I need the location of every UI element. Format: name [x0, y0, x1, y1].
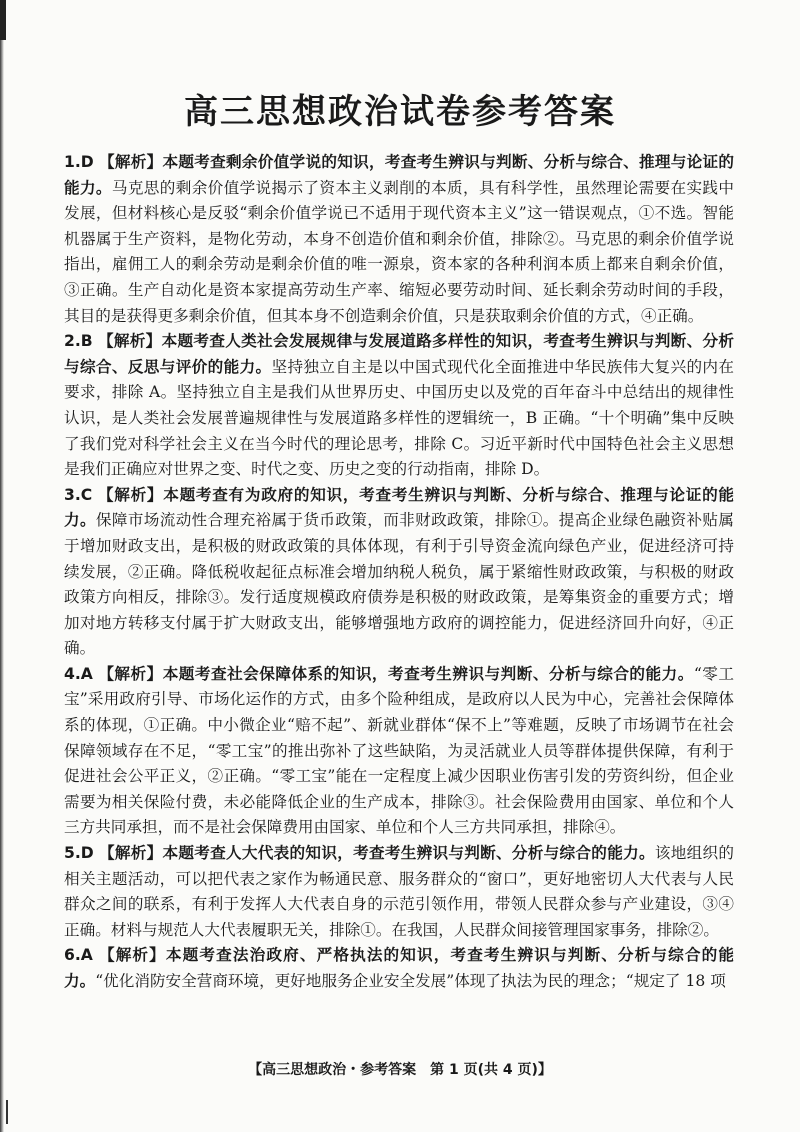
answer-label: 5.D [64, 844, 94, 863]
scan-bottom-mark [6, 1100, 8, 1124]
answer-body: 该地组织的相关主题活动，可以把代表之家作为畅通民意、服务群众的“窗口”，更好地密切人大代表与人民群众之间的联系，有利于发挥人大代表自身的示范引领作用，带领人民群众参与产业建设，③④正确。材料与规范人大代表履职无关，排除①。在我国，人民群众间接管理国家事务，排除②。 [64, 844, 734, 939]
answer-label: 1.D [64, 153, 94, 171]
analysis-heading: 【解析】本题考查有为政府的知识，考查考生辨识与判断、分析与综合、推理与论证的能力。 [64, 485, 734, 530]
answer-body: 坚持独立自主是以中国式现代化全面推进中华民族伟大复兴的内在要求，排除 A。坚持独立自主是我们从世界历史、中国历史以及党的百年奋斗中总结出的规律性认识，是人类社会发展普遍规律性与发展道路多样性的逻辑统一，B 正确。“十个明确”集中反映了我们党对科学社会主义在当今时代的理论思考，排除 C。习近平新时代中国特色社会主义思想是我们正确应对世界之变、时代之变、历史之变的行动指南，排除 D。 [64, 357, 734, 479]
analysis-heading: 【解析】本题考查法治政府、严格执法的知识，考查考生辨识与判断、分析与综合的能力。 [64, 946, 734, 990]
answer-label: 2.B [64, 332, 93, 351]
analysis-heading: 【解析】本题考查人大代表的知识，考查考生辨识与判断、分析与综合的能力。 [98, 844, 655, 863]
analysis-heading: 【解析】本题考查社会保障体系的知识，考查考生辨识与判断、分析与综合的能力。 [98, 664, 694, 683]
answer-item-1 [64, 150, 734, 329]
answer-item-4 [64, 662, 734, 841]
answer-label: 6.A [64, 946, 93, 965]
answer-body: 保障市场流动性合理充裕属于货币政策，而非财政政策，排除①。提高企业绿色融资补贴属于增加财政支出，是积极的财政政策的具体体现，有利于引导资金流向绿色产业，促进经济可持续发展，②正确。降低税收起征点标准会增加纳税人税负，属于紧缩性财政政策，与积极的财政政策方向相反，排除③。发行适度规模政府债券是积极的财政政策，是筹集资金的重要方式；增加对地方转移支付属于扩大财政支出，能够增强地方政府的调控能力，促进经济回升向好，④正确。 [64, 511, 734, 658]
page-footer: 【高三思想政治・参考答案 第 1 页(共 4 页)】 [248, 1062, 552, 1078]
analysis-heading: 【解析】本题考查人类社会发展规律与发展道路多样性的知识，考查考生辨识与判断、分析与综合、反思与评价的能力。 [64, 332, 734, 376]
answer-body: “优化消防安全营商环境，更好地服务企业安全发展”体现了执法为民的理念；“规定了 18 项 [95, 972, 726, 990]
answer-label: 3.C [64, 485, 93, 504]
answer-item-3 [64, 483, 734, 662]
answer-item-6 [64, 943, 734, 994]
answer-list [64, 150, 734, 995]
answer-body: “零工宝”采用政府引导、市场化运作的方式，由多个险种组成，是政府以人民为中心，完善社会保障体系的体现，①正确。中小微企业“赔不起”、新就业群体“保不上”等难题，反映了市场调节在社会保障领域存在不足，“零工宝”的推出弥补了这些缺陷，为灵活就业人员等群体提供保障，有利于促进社会公平正义，②正确。“零工宝”能在一定程度上减少因职业伤害引发的劳资纠纷，但企业需要为相关保险付费，未必能降低企业的生产成本，排除③。社会保险费用由国家、单位和个人三方共同承担，而不是社会保障费用由国家、单位和个人三方共同承担，排除④。 [64, 664, 734, 837]
answer-body: 马克思的剩余价值学说揭示了资本主义剥削的本质，具有科学性，虽然理论需要在实践中发展，但材料核心是反驳“剩余价值学说已不适用于现代资本主义”这一错误观点，①不选。智能机器属于生产资料，是物化劳动，本身不创造价值和剩余价值，排除②。马克思的剩余价值学说指出，雇佣工人的剩余劳动是剩余价值的唯一源泉，资本家的各种利润本质上都来自剩余价值，③正确。生产自动化是资本家提高劳动生产率、缩短必要劳动时间、延长剩余劳动时间的手段，其目的是获得更多剩余价值，但其本身不创造剩余价值，只是获取剩余价值的方式，④正确。 [64, 178, 734, 325]
answer-label: 4.A [64, 664, 93, 683]
answer-item-5 [64, 841, 734, 943]
scan-dark-corner [0, 0, 6, 40]
analysis-heading: 【解析】本题考查剩余价值学说的知识，考查考生辨识与判断、分析与综合、推理与论证的能力。 [64, 153, 734, 197]
scan-shadow-edge [0, 0, 4, 1132]
answer-item-2 [64, 329, 734, 483]
page-title: 高三思想政治试卷参考答案 [184, 92, 616, 132]
